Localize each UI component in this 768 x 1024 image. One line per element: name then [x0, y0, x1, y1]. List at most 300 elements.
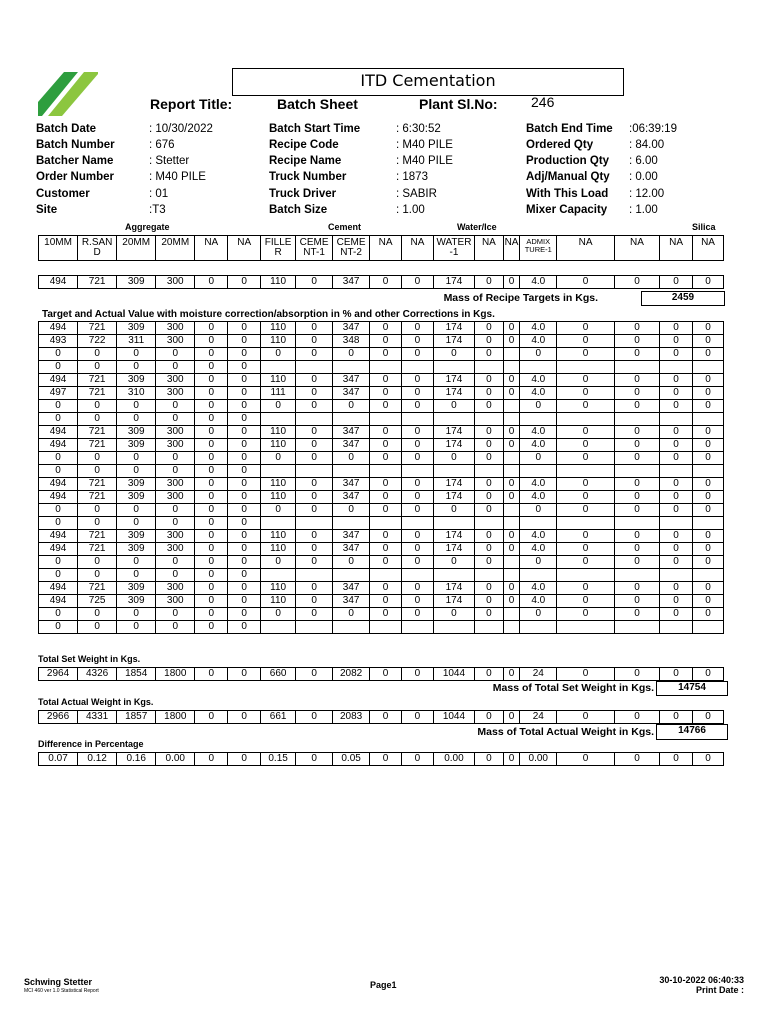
table-cell: 309: [117, 543, 156, 556]
table-cell: [557, 517, 615, 530]
table-cell: 0: [156, 452, 195, 465]
column-header: NA: [614, 236, 659, 261]
header-field-value: : 0.00: [629, 171, 658, 183]
table-cell: 0: [195, 491, 228, 504]
table-cell: 0: [296, 426, 333, 439]
table-cell: 0: [39, 465, 78, 478]
table-cell: 348: [333, 335, 370, 348]
table-cell: 0: [433, 608, 474, 621]
table-cell: 174: [433, 530, 474, 543]
header-field-label: Adj/Manual Qty: [526, 171, 610, 183]
table-cell: [614, 621, 659, 634]
header-field-label: Recipe Name: [269, 155, 342, 167]
table-cell: 0: [156, 465, 195, 478]
table-cell: 0: [614, 543, 659, 556]
table-cell: 0: [614, 595, 659, 608]
table-cell: 0: [557, 543, 615, 556]
table-cell: 721: [78, 530, 117, 543]
header-field-label: With This Load: [526, 188, 609, 200]
table-cell: 0: [433, 452, 474, 465]
table-row: [39, 491, 724, 504]
table-cell: 110: [261, 276, 296, 289]
table-cell: 4326: [78, 668, 117, 681]
header-field-value: : M40 PILE: [149, 171, 206, 183]
table-cell: 110: [261, 439, 296, 452]
table-cell: 0: [503, 582, 519, 595]
footer-page: Page1: [370, 980, 397, 990]
table-cell: 0: [503, 478, 519, 491]
table-cell: [433, 621, 474, 634]
total-actual-table: [38, 710, 724, 724]
table-cell: 0: [614, 556, 659, 569]
table-cell: 0: [557, 335, 615, 348]
table-cell: 0: [614, 753, 659, 766]
table-cell: 0: [117, 400, 156, 413]
table-cell: 0: [614, 348, 659, 361]
table-cell: 0: [693, 335, 724, 348]
column-header: NA: [557, 236, 615, 261]
table-cell: 0: [370, 400, 402, 413]
table-cell: 0: [402, 276, 434, 289]
table-cell: 347: [333, 543, 370, 556]
table-cell: 0: [228, 530, 261, 543]
table-cell: [402, 413, 434, 426]
table-cell: 0: [228, 276, 261, 289]
table-cell: [614, 413, 659, 426]
table-cell: [503, 569, 519, 582]
table-cell: 494: [39, 439, 78, 452]
table-cell: 347: [333, 595, 370, 608]
table-cell: 0: [557, 322, 615, 335]
table-cell: 4.0: [520, 491, 557, 504]
plant-number: 246: [531, 94, 555, 110]
table-cell: 4.0: [520, 276, 557, 289]
table-cell: [520, 361, 557, 374]
table-cell: 174: [433, 335, 474, 348]
table-cell: 0: [693, 439, 724, 452]
table-row: [39, 322, 724, 335]
table-cell: 0: [228, 348, 261, 361]
table-cell: 0.05: [333, 753, 370, 766]
table-cell: 300: [156, 426, 195, 439]
header-field-label: Recipe Code: [269, 139, 339, 151]
table-cell: 4.0: [520, 335, 557, 348]
table-cell: 0: [614, 530, 659, 543]
table-cell: 0: [660, 711, 693, 724]
table-row: [39, 236, 724, 261]
table-cell: 309: [117, 582, 156, 595]
table-cell: 0: [693, 374, 724, 387]
table-cell: [370, 621, 402, 634]
table-cell: 110: [261, 335, 296, 348]
table-cell: 0: [117, 556, 156, 569]
table-cell: 0: [557, 608, 615, 621]
header-field-value: : 676: [149, 139, 175, 151]
mass-actual-value: 14766: [656, 724, 728, 740]
table-cell: 0: [402, 595, 434, 608]
table-cell: [660, 517, 693, 530]
table-cell: 174: [433, 595, 474, 608]
table-cell: 309: [117, 374, 156, 387]
table-cell: 0: [614, 322, 659, 335]
table-cell: 0: [228, 517, 261, 530]
table-cell: 347: [333, 387, 370, 400]
table-cell: 0: [660, 491, 693, 504]
table-cell: 0: [693, 491, 724, 504]
table-cell: 4.0: [520, 582, 557, 595]
table-cell: 722: [78, 335, 117, 348]
table-cell: 0: [402, 543, 434, 556]
table-cell: [433, 413, 474, 426]
recipe-table: [38, 275, 724, 289]
table-cell: [402, 465, 434, 478]
table-cell: 0: [39, 621, 78, 634]
table-cell: 494: [39, 582, 78, 595]
table-cell: 0: [117, 608, 156, 621]
table-row: [39, 582, 724, 595]
column-header: NA: [660, 236, 693, 261]
total-actual-label: Total Actual Weight in Kgs.: [38, 697, 154, 707]
table-cell: 0: [370, 276, 402, 289]
table-cell: 0: [402, 439, 434, 452]
table-cell: 0: [475, 543, 504, 556]
table-cell: 309: [117, 276, 156, 289]
table-cell: 174: [433, 276, 474, 289]
table-cell: 4.0: [520, 439, 557, 452]
table-row: [39, 439, 724, 452]
table-cell: 0: [78, 556, 117, 569]
table-cell: 0: [195, 374, 228, 387]
column-header: FILLE R: [261, 236, 296, 261]
table-cell: 0: [156, 556, 195, 569]
table-cell: [261, 569, 296, 582]
table-cell: 24: [520, 711, 557, 724]
table-cell: 174: [433, 322, 474, 335]
column-header: WATER -1: [433, 236, 474, 261]
table-cell: [660, 569, 693, 582]
table-cell: 0: [228, 608, 261, 621]
table-cell: 0: [614, 374, 659, 387]
table-cell: 174: [433, 543, 474, 556]
header-field-label: Batch Start Time: [269, 123, 361, 135]
table-cell: 0: [475, 439, 504, 452]
table-cell: 4331: [78, 711, 117, 724]
table-cell: 347: [333, 426, 370, 439]
group-cement: Cement: [328, 222, 362, 232]
header-field-value: : 12.00: [629, 188, 665, 200]
column-header: CEME NT-2: [333, 236, 370, 261]
table-cell: [614, 361, 659, 374]
company-title: ITD Cementation: [232, 68, 624, 96]
table-cell: 300: [156, 439, 195, 452]
group-silica: Silica: [692, 222, 716, 232]
table-cell: 0.00: [520, 753, 557, 766]
table-cell: [370, 413, 402, 426]
table-cell: 0: [660, 582, 693, 595]
table-cell: 0: [370, 478, 402, 491]
table-cell: [693, 413, 724, 426]
table-cell: 347: [333, 322, 370, 335]
table-cell: 0: [370, 452, 402, 465]
table-cell: 0: [261, 400, 296, 413]
table-cell: 110: [261, 426, 296, 439]
table-cell: 0: [614, 452, 659, 465]
table-cell: 0: [78, 361, 117, 374]
header-field-value: : Stetter: [149, 155, 190, 167]
table-cell: 4.0: [520, 595, 557, 608]
table-cell: 1044: [433, 668, 474, 681]
table-cell: 309: [117, 439, 156, 452]
table-cell: 0: [78, 621, 117, 634]
table-cell: 309: [117, 595, 156, 608]
table-cell: [503, 608, 519, 621]
table-cell: 0: [402, 711, 434, 724]
table-cell: 0: [228, 491, 261, 504]
table-cell: 721: [78, 439, 117, 452]
table-cell: 0: [195, 452, 228, 465]
table-cell: 0: [660, 426, 693, 439]
table-cell: 0: [39, 569, 78, 582]
table-cell: [503, 517, 519, 530]
table-cell: 0: [660, 504, 693, 517]
table-cell: 347: [333, 530, 370, 543]
table-cell: [503, 465, 519, 478]
table-cell: 0: [195, 361, 228, 374]
table-cell: 721: [78, 543, 117, 556]
table-cell: [370, 569, 402, 582]
table-cell: 4.0: [520, 478, 557, 491]
table-cell: 174: [433, 387, 474, 400]
table-cell: 0: [693, 543, 724, 556]
table-cell: 0: [370, 491, 402, 504]
header-field-value: : M40 PILE: [396, 155, 453, 167]
table-cell: 0: [557, 753, 615, 766]
table-cell: 0: [195, 413, 228, 426]
header-field-value: : 1.00: [629, 204, 658, 216]
table-cell: 0: [503, 595, 519, 608]
header-field-value: : 01: [149, 188, 169, 200]
column-header: 10MM: [39, 236, 78, 261]
header-field-label: Site: [36, 204, 58, 216]
table-cell: 0: [660, 556, 693, 569]
mass-set-label: Mass of Total Set Weight in Kgs.: [492, 682, 654, 694]
table-row: [39, 569, 724, 582]
table-cell: 721: [78, 426, 117, 439]
table-cell: 721: [78, 582, 117, 595]
table-cell: [475, 413, 504, 426]
table-cell: 0: [195, 582, 228, 595]
table-cell: 0: [402, 582, 434, 595]
table-cell: 0: [557, 582, 615, 595]
table-cell: 0: [520, 504, 557, 517]
table-cell: 0: [370, 556, 402, 569]
table-cell: 0: [228, 413, 261, 426]
table-cell: 0: [195, 276, 228, 289]
table-cell: 0: [78, 465, 117, 478]
table-cell: 0: [475, 348, 504, 361]
table-cell: 0: [402, 556, 434, 569]
table-cell: 0: [261, 348, 296, 361]
table-cell: 0: [261, 608, 296, 621]
header-field-value: : 84.00: [629, 139, 665, 151]
table-cell: [660, 413, 693, 426]
table-cell: 494: [39, 478, 78, 491]
table-cell: 4.0: [520, 322, 557, 335]
table-cell: 0.12: [78, 753, 117, 766]
table-cell: 0: [402, 374, 434, 387]
table-cell: 494: [39, 276, 78, 289]
table-cell: 0: [503, 530, 519, 543]
table-cell: 0: [660, 530, 693, 543]
table-cell: [296, 413, 333, 426]
table-cell: 0: [195, 556, 228, 569]
table-cell: [333, 413, 370, 426]
table-cell: 0: [228, 478, 261, 491]
table-cell: 0: [296, 348, 333, 361]
table-cell: 309: [117, 530, 156, 543]
table-cell: 110: [261, 491, 296, 504]
footer-print-date: Print Date :: [695, 985, 744, 995]
table-cell: 0: [693, 711, 724, 724]
table-cell: [433, 465, 474, 478]
table-row: [39, 608, 724, 621]
table-cell: 0: [503, 753, 519, 766]
table-cell: 0: [39, 556, 78, 569]
table-cell: 1857: [117, 711, 156, 724]
table-cell: 0: [402, 452, 434, 465]
header-field-value: : SABIR: [396, 188, 437, 200]
table-cell: 0: [370, 711, 402, 724]
table-cell: 0: [660, 595, 693, 608]
total-set-label: Total Set Weight in Kgs.: [38, 654, 141, 664]
table-cell: 494: [39, 595, 78, 608]
table-cell: 0: [370, 374, 402, 387]
table-cell: 0: [228, 400, 261, 413]
target-actual-table: [38, 321, 724, 634]
table-cell: 494: [39, 543, 78, 556]
table-cell: 0: [296, 491, 333, 504]
table-cell: 0: [228, 374, 261, 387]
table-cell: 4.0: [520, 543, 557, 556]
table-cell: 0: [195, 621, 228, 634]
table-cell: 721: [78, 374, 117, 387]
table-cell: 0: [693, 530, 724, 543]
table-cell: [557, 621, 615, 634]
table-cell: 0: [117, 413, 156, 426]
plant-label: Plant Sl.No:: [419, 96, 498, 112]
table-cell: 721: [78, 276, 117, 289]
table-cell: 660: [261, 668, 296, 681]
table-cell: 0: [156, 348, 195, 361]
table-cell: 0: [614, 582, 659, 595]
group-water: Water/Ice: [457, 222, 497, 232]
header-field-label: Customer: [36, 188, 90, 200]
table-cell: [296, 621, 333, 634]
table-cell: 0: [78, 504, 117, 517]
table-cell: 0: [557, 426, 615, 439]
header-field-label: Batch End Time: [526, 123, 613, 135]
table-cell: 1800: [156, 711, 195, 724]
mass-recipe-label: Mass of Recipe Targets in Kgs.: [443, 292, 598, 304]
table-cell: 0: [333, 452, 370, 465]
table-cell: 0: [195, 335, 228, 348]
column-header: NA: [402, 236, 434, 261]
table-cell: [660, 621, 693, 634]
table-cell: 0: [195, 753, 228, 766]
table-cell: 0: [261, 556, 296, 569]
table-cell: 0: [228, 322, 261, 335]
table-cell: 0: [296, 322, 333, 335]
table-cell: 0: [503, 322, 519, 335]
table-cell: 0: [402, 335, 434, 348]
table-cell: 300: [156, 374, 195, 387]
table-cell: 0: [614, 504, 659, 517]
table-cell: 0: [195, 595, 228, 608]
table-cell: 0: [117, 348, 156, 361]
table-cell: 0: [503, 374, 519, 387]
header-field-value: : M40 PILE: [396, 139, 453, 151]
table-cell: 0.16: [117, 753, 156, 766]
table-cell: 0: [370, 668, 402, 681]
report-title-label: Report Title:: [150, 96, 233, 112]
table-cell: [503, 621, 519, 634]
table-cell: 24: [520, 668, 557, 681]
table-cell: 0: [614, 491, 659, 504]
table-cell: 0: [475, 556, 504, 569]
table-cell: 110: [261, 374, 296, 387]
table-cell: 0: [195, 504, 228, 517]
table-cell: 0: [333, 348, 370, 361]
table-cell: 0: [475, 478, 504, 491]
table-cell: 0: [296, 530, 333, 543]
table-cell: 0: [660, 668, 693, 681]
table-cell: 0: [117, 621, 156, 634]
table-cell: 0: [503, 335, 519, 348]
table-cell: 0: [195, 465, 228, 478]
column-header: 20MM: [156, 236, 195, 261]
table-cell: 0: [520, 348, 557, 361]
table-cell: 0: [520, 400, 557, 413]
header-field-value: : 10/30/2022: [149, 123, 213, 135]
table-cell: 0: [503, 668, 519, 681]
table-cell: 0: [402, 530, 434, 543]
table-cell: 0: [296, 452, 333, 465]
table-cell: 0: [296, 543, 333, 556]
table-cell: [475, 465, 504, 478]
table-cell: 0: [693, 276, 724, 289]
table-cell: 0: [296, 711, 333, 724]
table-cell: [503, 452, 519, 465]
table-cell: [261, 361, 296, 374]
table-cell: 0: [433, 348, 474, 361]
table-cell: 309: [117, 478, 156, 491]
table-cell: 0: [39, 348, 78, 361]
table-cell: 300: [156, 322, 195, 335]
mass-actual-label: Mass of Total Actual Weight in Kgs.: [477, 726, 654, 738]
table-cell: 0: [228, 711, 261, 724]
column-header-table: [38, 235, 724, 261]
table-row: [39, 517, 724, 530]
table-cell: 0: [296, 608, 333, 621]
difference-table: [38, 752, 724, 766]
table-cell: [475, 361, 504, 374]
table-cell: [261, 413, 296, 426]
table-cell: 0: [520, 608, 557, 621]
table-cell: 0: [333, 608, 370, 621]
table-cell: 2082: [333, 668, 370, 681]
table-cell: [557, 465, 615, 478]
header-field-value: : 1873: [396, 171, 428, 183]
